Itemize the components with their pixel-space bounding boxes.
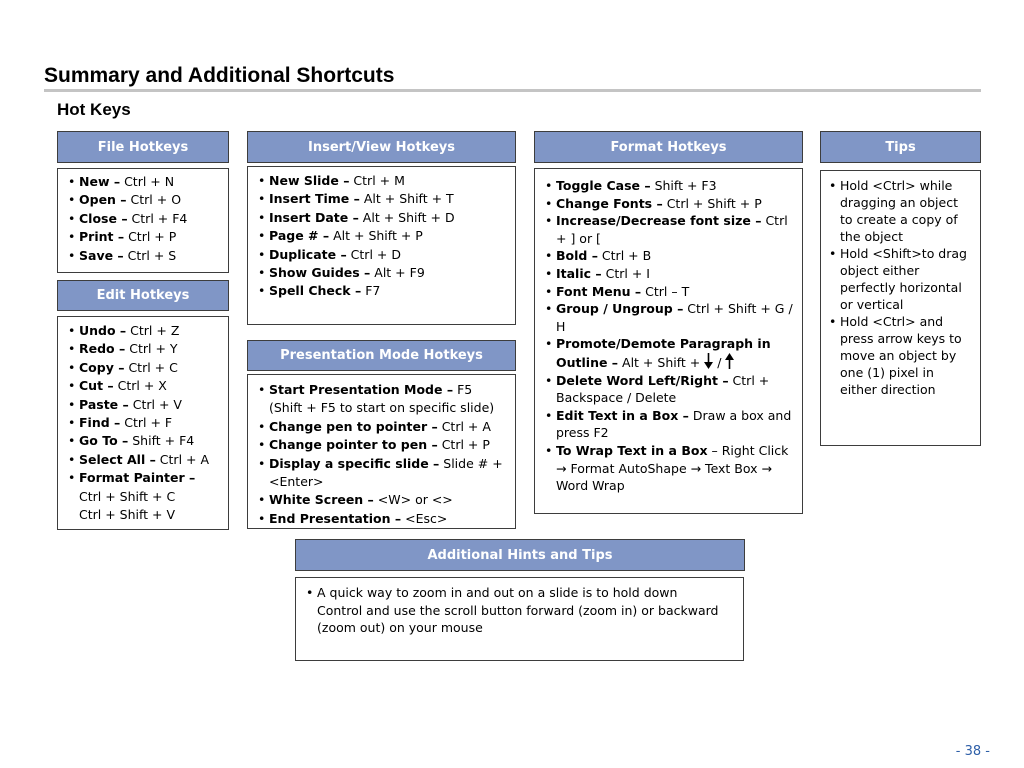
list-item: • Open – Ctrl + O [68, 191, 222, 209]
list-item-continuation: Ctrl + Shift + C [79, 488, 176, 504]
list-item: • Find – Ctrl + F [68, 414, 222, 432]
file-hotkeys-box [57, 168, 229, 273]
list-item: • Save – Ctrl + S [68, 247, 222, 265]
list-item: • Insert Date – Alt + Shift + D [258, 209, 509, 227]
list-item: • Italic – Ctrl + I [545, 265, 796, 283]
list-item: • Duplicate – Ctrl + D [258, 246, 509, 264]
list-item: • Increase/Decrease font size – Ctrl + ] or [ [545, 212, 796, 247]
list-item: • Delete Word Left/Right – Ctrl + Backspace / Delete [545, 372, 796, 407]
list-item: • Hold <Ctrl> while dragging an object to create a copy of the object [829, 177, 974, 245]
format-hotkeys-box [534, 168, 803, 514]
presentation-hotkeys-box [247, 374, 516, 529]
slide-title: Summary and Additional Shortcuts [44, 64, 395, 87]
file-hotkeys-header [57, 131, 229, 163]
insert-view-hotkeys-header-label: Insert/View Hotkeys [307, 139, 455, 155]
list-item: • New – Ctrl + N [68, 173, 222, 191]
edit-hotkeys-list [68, 322, 222, 524]
list-item: • Insert Time – Alt + Shift + T [258, 190, 509, 208]
list-item: • Change pen to pointer – Ctrl + A [258, 418, 509, 436]
format-hotkeys-header [534, 131, 803, 163]
insert-view-hotkeys-header [247, 131, 516, 163]
list-item: • Group / Ungroup – Ctrl + Shift + G / H [545, 300, 796, 335]
list-item: • Display a specific slide – Slide # + <Enter> [258, 455, 509, 492]
list-item: • To Wrap Text in a Box – Right Click → Format AutoShape → Text Box → Word Wrap [545, 442, 796, 495]
list-item: • Paste – Ctrl + V [68, 396, 222, 414]
presentation-hotkeys-header-label: Presentation Mode Hotkeys [280, 348, 483, 363]
tips-box [820, 170, 981, 446]
list-item: • Hold <Shift>to drag object either perfectly horizontal or vertical [829, 245, 974, 313]
list-item-continuation: Ctrl + Shift + V [79, 507, 176, 523]
edit-hotkeys-header-label: Edit Hotkeys [96, 288, 190, 303]
list-item: • Select All – Ctrl + A [68, 451, 222, 469]
list-item: • Close – Ctrl + F4 [68, 210, 222, 228]
additional-hints-header-label: Additional Hints and Tips [427, 547, 613, 563]
list-item: • Edit Text in a Box – Draw a box and press F2 [545, 407, 796, 442]
list-item: • End Presentation – <Esc> [258, 510, 509, 528]
list-item: • Promote/Demote Paragraph in Outline – Alt + Shift + / [545, 335, 796, 371]
list-item: • Show Guides – Alt + F9 [258, 264, 509, 282]
list-item: • Hold <Ctrl> and press arrow keys to move an object by one (1) pixel in either direction [829, 313, 974, 398]
list-item: • Format Painter – [68, 469, 222, 487]
file-hotkeys-list [68, 173, 222, 265]
insert-view-hotkeys-list [258, 172, 509, 301]
edit-hotkeys-header [57, 280, 229, 311]
list-item: • Start Presentation Mode – F5 (Shift + F5 to start on specific slide) [258, 381, 509, 418]
list-item: • Spell Check – F7 [258, 282, 509, 300]
additional-hints-list [306, 584, 723, 637]
list-item: • Toggle Case – Shift + F3 [545, 177, 796, 195]
list-item: • Page # – Alt + Shift + P [258, 227, 509, 245]
list-item: • Copy – Ctrl + C [68, 359, 222, 377]
list-item: • Redo – Ctrl + Y [68, 340, 222, 358]
list-item: • Font Menu – Ctrl – T [545, 283, 796, 301]
list-item: • Cut – Ctrl + X [68, 377, 222, 395]
presentation-hotkeys-list [258, 381, 509, 528]
list-item: • White Screen – <W> or <> [258, 491, 509, 509]
list-item: • Go To – Shift + F4 [68, 432, 222, 450]
tips-header [820, 131, 981, 163]
additional-hints-header [295, 539, 745, 571]
list-item: • Change pointer to pen – Ctrl + P [258, 436, 509, 454]
page-number: - 38 - [955, 744, 990, 759]
insert-view-hotkeys-box [247, 166, 516, 325]
tips-header-label: Tips [885, 139, 916, 155]
list-item: • New Slide – Ctrl + M [258, 172, 509, 190]
arrow-up-icon [725, 353, 734, 369]
title-underline [44, 89, 981, 92]
format-hotkeys-header-label: Format Hotkeys [610, 139, 727, 155]
list-item: • Undo – Ctrl + Z [68, 322, 222, 340]
list-item: • Print – Ctrl + P [68, 228, 222, 246]
list-item: • A quick way to zoom in and out on a slide is to hold down Control and use the scroll button forward (zoom in) or backward (zoom out) on your mouse [306, 584, 723, 637]
additional-hints-box [295, 577, 744, 661]
list-item: • Change Fonts – Ctrl + Shift + P [545, 195, 796, 213]
file-hotkeys-header-label: File Hotkeys [97, 139, 189, 155]
format-hotkeys-list [545, 177, 796, 495]
presentation-hotkeys-header [247, 340, 516, 371]
tips-list [829, 177, 974, 398]
section-subtitle: Hot Keys [57, 100, 131, 119]
edit-hotkeys-box [57, 316, 229, 530]
list-item: • Bold – Ctrl + B [545, 247, 796, 265]
arrow-down-icon [704, 353, 713, 369]
